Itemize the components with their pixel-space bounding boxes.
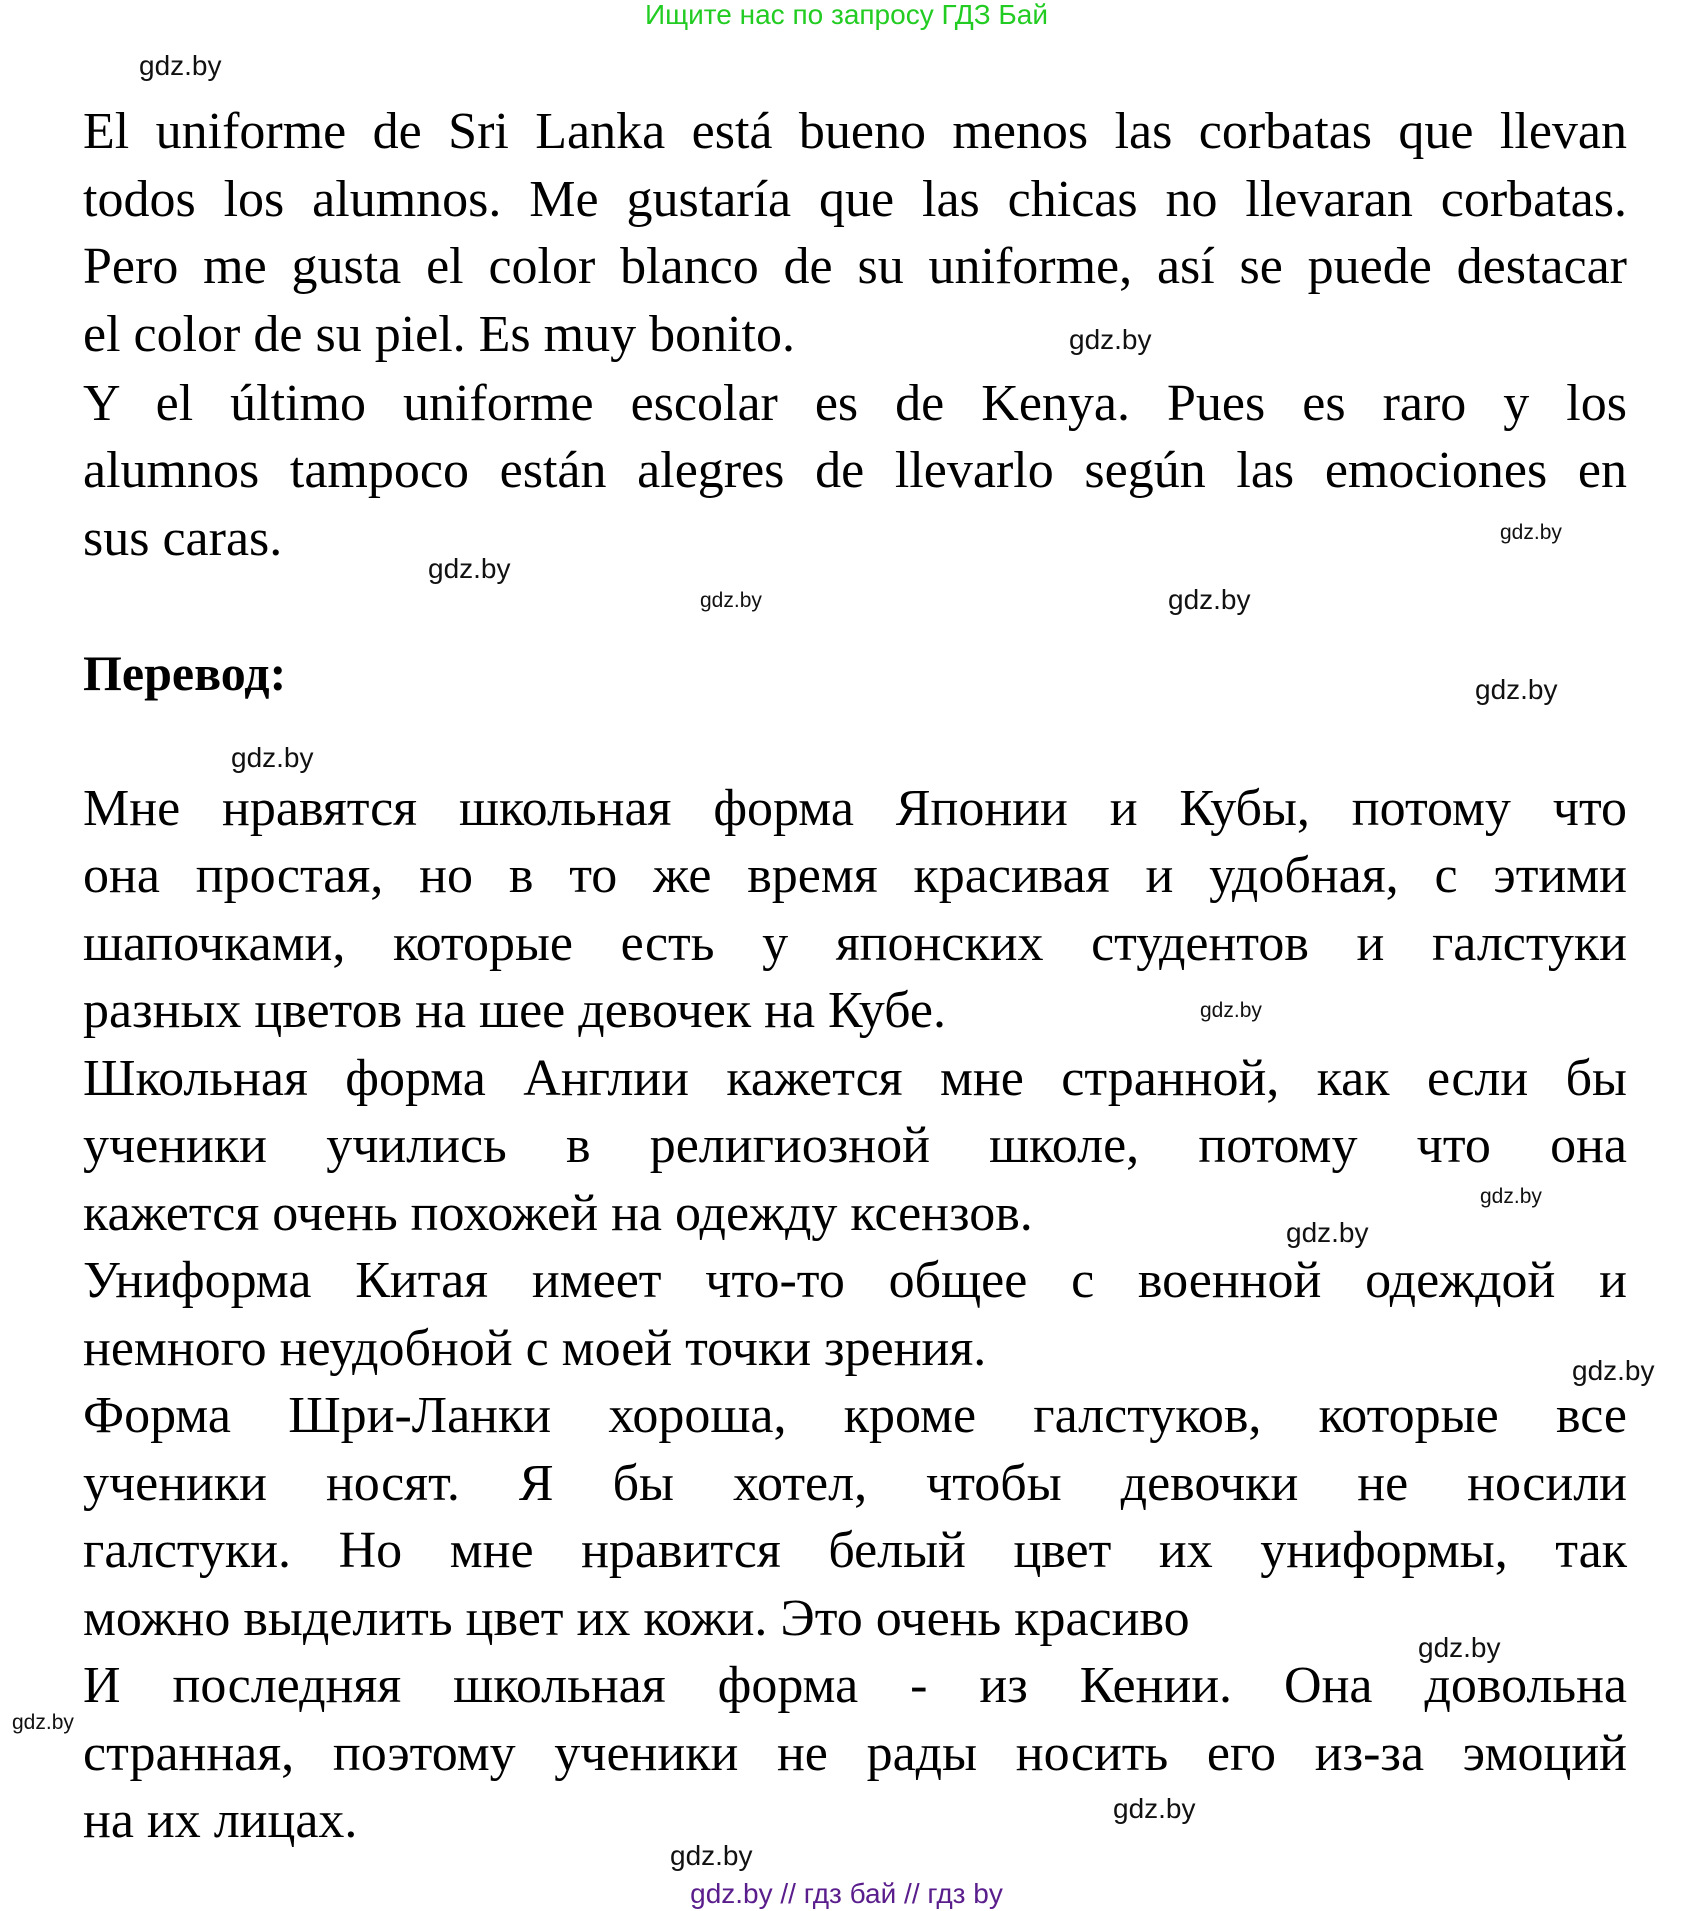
watermark: gdz.by bbox=[1168, 584, 1251, 615]
spanish-line: sus caras. bbox=[83, 510, 283, 567]
watermark: gdz.by bbox=[139, 50, 222, 81]
watermark: gdz.by bbox=[1418, 1632, 1501, 1663]
russian-line: шапочками, которые есть у японских студентов и галстуки bbox=[83, 915, 1627, 972]
russian-line: И последняя школьная форма - из Кении. Она довольна bbox=[83, 1657, 1627, 1714]
watermark: gdz.by bbox=[1480, 1185, 1542, 1208]
spanish-line: El uniforme de Sri Lanka está bueno menos las corbatas que llevan bbox=[83, 103, 1627, 160]
russian-line: Униформа Китая имеет что-то общее с военной одеждой и bbox=[83, 1252, 1627, 1309]
russian-line: Мне нравятся школьная форма Японии и Кубы, потому что bbox=[83, 780, 1627, 837]
search-banner: Ищите нас по запросу ГДЗ Бай bbox=[644, 0, 1049, 30]
watermark: gdz.by bbox=[1572, 1355, 1655, 1386]
watermark: gdz.by bbox=[1200, 999, 1262, 1022]
russian-line: Форма Шри-Ланки хороша, кроме галстуков, которые все bbox=[83, 1387, 1627, 1444]
watermark: gdz.by bbox=[700, 589, 762, 612]
russian-line: странная, поэтому ученики не рады носить его из-за эмоций bbox=[83, 1725, 1627, 1782]
watermark: gdz.by bbox=[231, 742, 314, 773]
spanish-line: Y el último uniforme escolar es de Kenya. Pues es raro y los bbox=[83, 375, 1627, 432]
watermark: gdz.by bbox=[1113, 1793, 1196, 1824]
russian-line: немного неудобной с моей точки зрения. bbox=[83, 1320, 987, 1377]
watermark: gdz.by bbox=[428, 553, 511, 584]
spanish-line: alumnos tampoco están alegres de llevarlo según las emociones en bbox=[83, 442, 1627, 499]
russian-line: разных цветов на шее девочек на Кубе. bbox=[83, 982, 946, 1039]
watermark: gdz.by bbox=[1475, 674, 1558, 705]
spanish-line: Pero me gusta el color blanco de su uniforme, así se puede destacar bbox=[83, 238, 1627, 295]
translation-heading: Перевод: bbox=[83, 645, 287, 701]
russian-line: ученики носят. Я бы хотел, чтобы девочки не носили bbox=[83, 1455, 1627, 1512]
watermark: gdz.by bbox=[1286, 1217, 1369, 1248]
spanish-line: el color de su piel. Es muy bonito. bbox=[83, 306, 796, 363]
watermark: gdz.by bbox=[670, 1840, 753, 1871]
watermark: gdz.by bbox=[1500, 521, 1562, 544]
russian-line: галстуки. Но мне нравится белый цвет их униформы, так bbox=[83, 1522, 1627, 1579]
russian-line: можно выделить цвет их кожи. Это очень красиво bbox=[83, 1590, 1190, 1647]
watermark: gdz.by bbox=[1069, 324, 1152, 355]
russian-line: ученики учились в религиозной школе, потому что она bbox=[83, 1117, 1627, 1174]
spanish-line: todos los alumnos. Me gustaría que las chicas no llevaran corbatas. bbox=[83, 171, 1627, 228]
russian-line: Школьная форма Англии кажется мне странной, как если бы bbox=[83, 1050, 1627, 1107]
russian-line: она простая, но в то же время красивая и удобная, с этими bbox=[83, 847, 1627, 904]
footer-links: gdz.by // гдз бай // гдз by bbox=[690, 1878, 1003, 1909]
russian-line: на их лицах. bbox=[83, 1792, 358, 1849]
russian-line: кажется очень похожей на одежду ксензов. bbox=[83, 1185, 1033, 1242]
watermark: gdz.by bbox=[12, 1711, 74, 1734]
